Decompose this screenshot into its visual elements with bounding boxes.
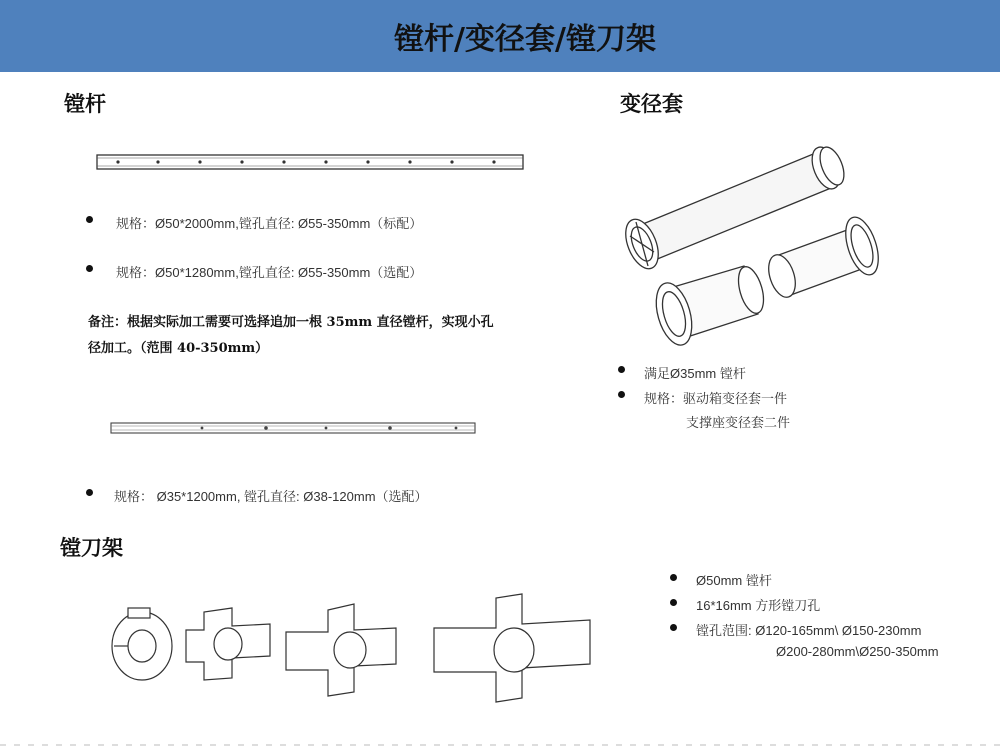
bullet-dot [670,574,677,581]
small-boring-bar-spec: 规格： Ø35*1200mm, 镗孔直径: Ø38-120mm（选配） [114,489,428,504]
page-title: 镗杆/变径套/镗刀架 [394,22,656,57]
boring-bar-spec-1: 规格：Ø50*2000mm,镗孔直径: Ø55-350mm（标配） [116,216,423,231]
bullet-dot [670,624,677,631]
boring-bar-title: 镗杆 [64,92,106,116]
reducer-bullet-2-continuation: 支撑座变径套二件 [686,415,791,430]
small-boring-bar-drawing [110,420,480,436]
boring-bar-drawing [96,151,536,173]
tool-holder-title: 镗刀架 [60,536,123,560]
boring-bar-spec-2: 规格：Ø50*1280mm,镗孔直径: Ø55-350mm（选配） [116,265,423,280]
reducer-bullet-2: 规格：驱动箱变径套一件 [644,391,788,406]
tool-holder-bullet-3-continuation: Ø200-280mm\Ø250-350mm [776,644,939,659]
tool-holder-bullet-2: 16*16mm 方形镗刀孔 [696,598,821,613]
bullet-dot [86,265,93,272]
note-line: 径加工。（范围 40-350mm） [88,341,269,356]
header-banner [0,0,1000,72]
reducer-sleeve-title: 变径套 [620,92,683,116]
reducer-bullet-1: 满足Ø35mm 镗杆 [644,366,746,381]
footer-divider [0,744,1000,746]
bullet-dot [670,599,677,606]
boring-bar-note [88,310,538,362]
bullet-dot [86,216,93,223]
bullet-dot [618,391,625,398]
note-line: 备注：根据实际加工需要可选择追加一根 35mm 直径镗杆，实现小孔 [88,315,494,330]
reducer-sleeve-drawing [608,138,908,358]
tool-holder-bullet-1: Ø50mm 镗杆 [696,573,772,588]
bullet-dot [618,366,625,373]
tool-holder-drawing [104,590,604,710]
tool-holder-bullet-3: 镗孔范围: Ø120-165mm\ Ø150-230mm [696,623,922,638]
bullet-dot [86,489,93,496]
